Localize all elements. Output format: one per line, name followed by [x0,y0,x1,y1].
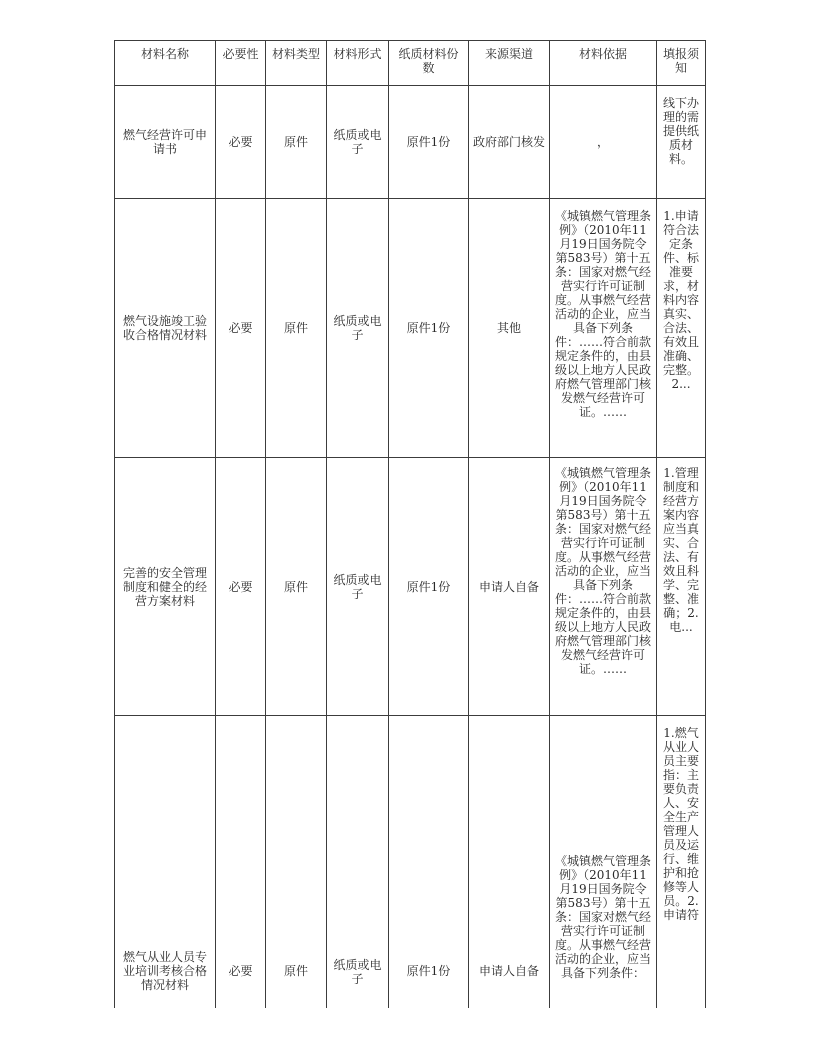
notice-cell [657,86,706,199]
notice-cell [657,458,706,716]
basis-text: 《城镇燃气管理条例》（2010年11月19日国务院令第583号）第十五条：国家对燃气经营实行许可证制度。从事燃气经营活动的企业，应当具备下列条件： [555,854,651,980]
notice-cell [657,199,706,458]
source-cell: 政府部门核发 [469,86,550,199]
basis-cell [550,199,657,458]
copies-cell: 原件1份 [389,716,469,1008]
source-cell: 申请人自备 [469,716,550,1008]
material-name: 燃气从业人员专业培训考核合格情况材料 [115,716,216,1008]
form-cell: 纸质或电子 [327,86,389,199]
header-material-name: 材料名称 [115,41,216,86]
type-cell: 原件 [266,199,327,458]
basis-text: 《城镇燃气管理条例》（2010年11月19日国务院令第583号）第十五条：国家对燃气经营实行许可证制度。从事燃气经营活动的企业，应当具备下列条件：……符合前款规定条件的，由县级以上地方人民政府燃气管理部门核发燃气经营许可证。…… [555,466,651,676]
notice-text: 1.燃气从业人员主要指：主要负责人、安全生产管理人员及运行、维护和抢修等人员。2.申请符 [662,726,699,922]
basis-cell [550,716,657,1008]
notice-cell [657,716,706,1008]
source-cell: 其他 [469,199,550,458]
material-name: 完善的安全管理制度和健全的经营方案材料 [115,458,216,716]
header-material-type: 材料类型 [266,41,327,86]
form-cell: 纸质或电子 [327,199,389,458]
copies-cell: 原件1份 [389,199,469,458]
header-material-basis: 材料依据 [550,41,657,86]
basis-cell: ， [550,86,657,199]
table-row [115,86,706,199]
header-paper-copies: 纸质材料份数 [389,41,469,86]
notice-text: 1.申请符合法定条件、标准要求，材料内容真实、合法、有效且准确、完整。2... [662,209,699,391]
header-required: 必要性 [216,41,266,86]
notice-text: 1.管理制度和经营方案内容应当真实、合法、有效且科学、完整、准确；2.电... [662,466,699,634]
required-cell: 必要 [216,458,266,716]
material-name: 燃气设施竣工验收合格情况材料 [115,199,216,458]
material-name: 燃气经营许可申请书 [115,86,216,199]
table-row [115,716,706,1008]
notice-text: 线下办理的需提供纸质材料。 [662,96,699,166]
materials-table [114,40,706,1008]
basis-text: 《城镇燃气管理条例》（2010年11月19日国务院令第583号）第十五条：国家对燃气经营实行许可证制度。从事燃气经营活动的企业，应当具备下列条件：……符合前款规定条件的，由县级以上地方人民政府燃气管理部门核发燃气经营许可证。…… [555,209,651,419]
header-filling-notice: 填报须知 [657,41,706,86]
table-row [115,199,706,458]
header-material-form: 材料形式 [327,41,389,86]
type-cell: 原件 [266,716,327,1008]
required-cell: 必要 [216,86,266,199]
table-header-row [115,41,706,86]
required-cell: 必要 [216,716,266,1008]
header-source-channel: 来源渠道 [469,41,550,86]
form-cell: 纸质或电子 [327,716,389,1008]
source-cell: 申请人自备 [469,458,550,716]
copies-cell: 原件1份 [389,86,469,199]
required-cell: 必要 [216,199,266,458]
type-cell: 原件 [266,458,327,716]
copies-cell: 原件1份 [389,458,469,716]
type-cell: 原件 [266,86,327,199]
form-cell: 纸质或电子 [327,458,389,716]
basis-cell [550,458,657,716]
table-row [115,458,706,716]
